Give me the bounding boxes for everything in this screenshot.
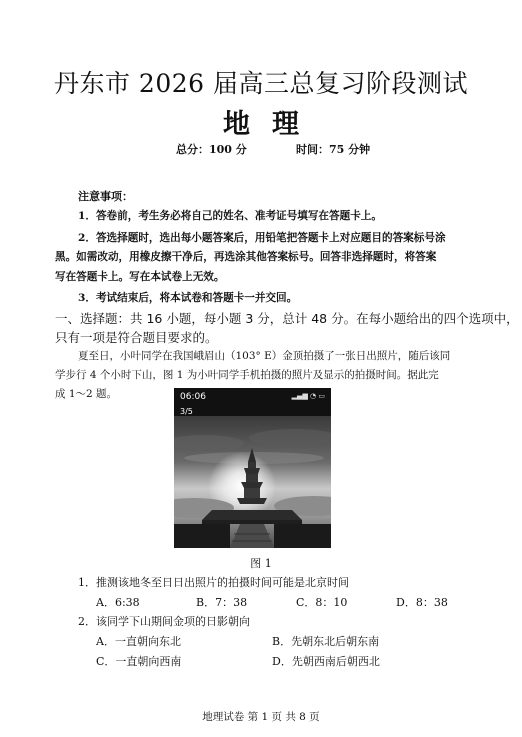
- figure-caption: 图 1: [250, 557, 272, 570]
- notice-item: 1．答卷前，考生务必将自己的姓名、准考证号填写在答题卡上。: [78, 210, 382, 222]
- notice-item: 3．考试结束后，将本试卷和答题卡一并交回。: [78, 292, 298, 304]
- option-d: D．先朝西南后朝西北: [272, 655, 380, 668]
- question-context: 学步行 4 个小时下山，图 1 为小叶同学手机拍摄的照片及显示的拍摄时间。据此完: [55, 369, 439, 381]
- option-c: C．8：10: [296, 596, 348, 609]
- question-context: 成 1～2 题。: [55, 388, 118, 400]
- option-a: A．一直朝向东北: [96, 635, 181, 648]
- option-b: B．先朝东北后朝东南: [272, 635, 380, 648]
- question-context: 夏至日，小叶同学在我国峨眉山（103° E）金顶拍摄了一张日出照片，随后该同: [78, 350, 451, 362]
- golden-summit-sunrise-illustration: [174, 388, 331, 548]
- section-instruction-continued: 只有一项是符合题目要求的。: [55, 330, 218, 345]
- option-c: C．一直朝向西南: [96, 655, 182, 668]
- option-a: A．6:38: [96, 596, 140, 609]
- option-b: B．7：38: [196, 596, 248, 609]
- photo-index: 3/5: [180, 407, 193, 416]
- sunrise-photo: [174, 388, 331, 548]
- notice-heading: 注意事项：: [78, 190, 133, 203]
- total-score: 总分：100 分: [176, 143, 247, 156]
- question-stem: 1．推测该地冬至日日出照片的拍摄时间可能是北京时间: [78, 576, 349, 589]
- photo-timestamp: 06:06: [180, 392, 206, 402]
- option-d: D．8：38: [396, 596, 448, 609]
- question-stem: 2．该同学下山期间金项的日影朝向: [78, 615, 250, 628]
- section-instruction: 一、选择题：共 16 小题，每小题 3 分，总计 48 分。在每小题给出的四个选项中，: [55, 311, 519, 326]
- page-footer: 地理试卷 第 1 页 共 8 页: [202, 711, 320, 723]
- notice-item-continued: 黑。如需改动，用橡皮擦干净后，再选涂其他答案标号。回答非选择题时，将答案: [55, 251, 437, 263]
- notice-item: 2．答选择题时，选出每小题答案后，用铅笔把答题卡上对应题目的答案标号涂: [78, 232, 446, 244]
- subject-title: 地理: [223, 109, 321, 140]
- status-icons: ▂▄▆ ◔ ▭: [291, 392, 325, 400]
- exam-title: 丹东市 2026 届高三总复习阶段测试: [53, 69, 469, 98]
- exam-duration: 时间：75 分钟: [296, 143, 371, 156]
- notice-item-continued: 写在答题卡上。写在本试卷上无效。: [55, 271, 225, 283]
